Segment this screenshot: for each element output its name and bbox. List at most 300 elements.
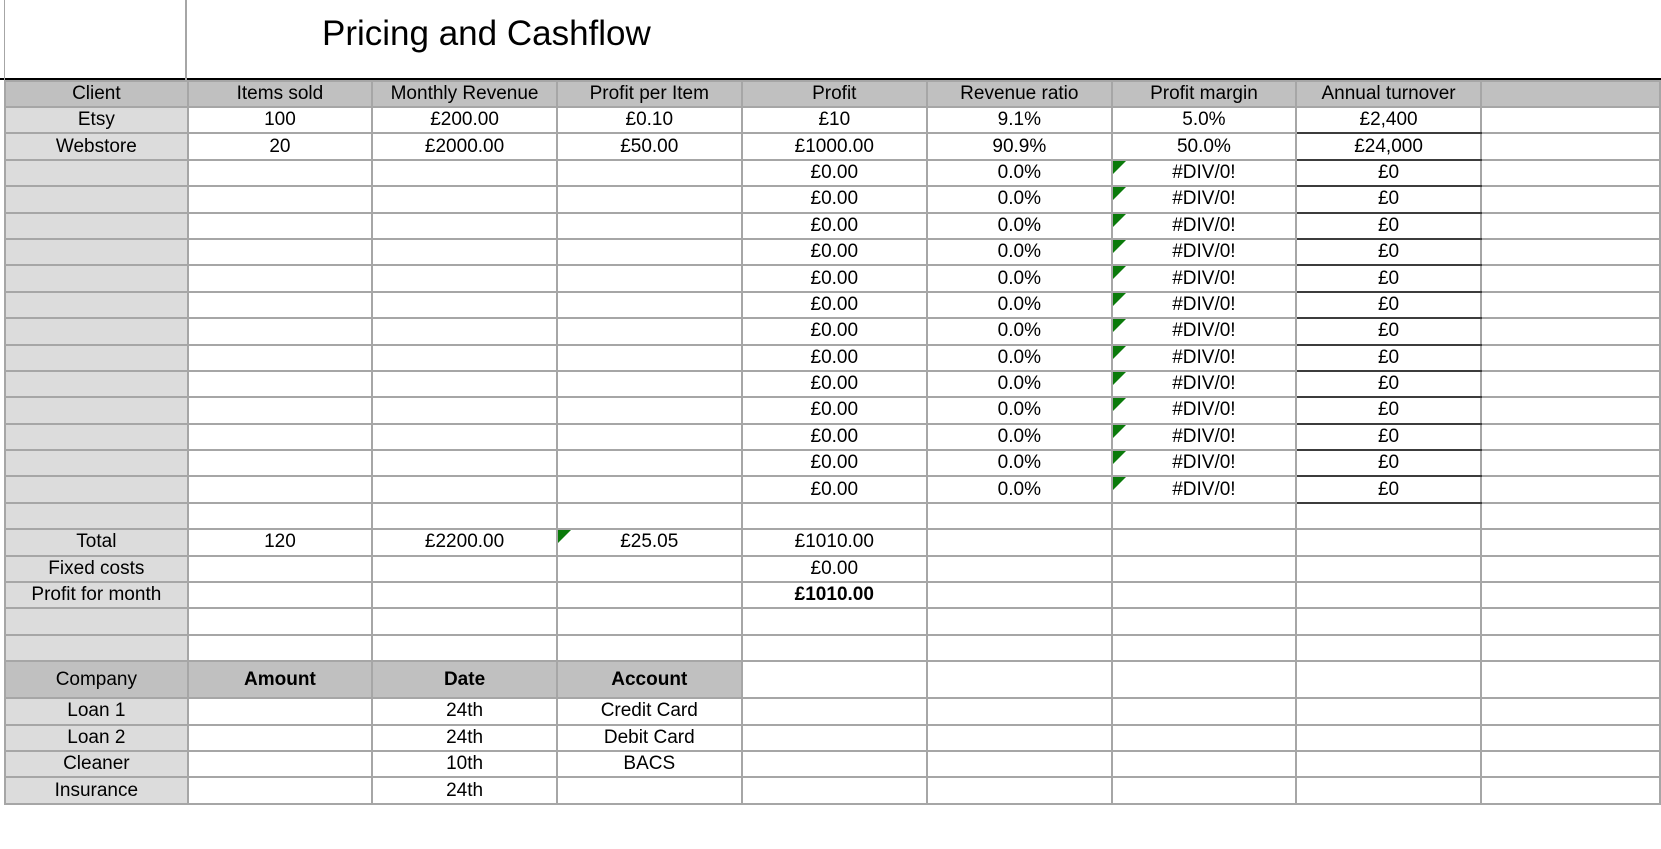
client-cell[interactable] [5, 160, 188, 186]
empty-cell[interactable] [1481, 698, 1660, 724]
profit-cell[interactable]: £0.00 [742, 450, 927, 476]
revenue-ratio-cell[interactable]: 0.0% [927, 160, 1112, 186]
annual-turnover-cell[interactable]: £0 [1296, 265, 1481, 291]
annual-turnover-cell[interactable]: £0 [1296, 213, 1481, 239]
error-indicator-icon [1113, 266, 1126, 279]
total-label[interactable]: Total [5, 529, 188, 555]
empty-cell[interactable] [1296, 698, 1481, 724]
header-amount[interactable]: Amount [188, 661, 372, 698]
payment-row [5, 698, 1660, 724]
annual-turnover-cell[interactable]: £0 [1296, 345, 1481, 371]
empty-cell[interactable] [1296, 635, 1481, 661]
monthly-revenue-cell[interactable] [372, 424, 557, 450]
profit-margin-cell[interactable] [1112, 292, 1297, 318]
items-sold-cell[interactable] [188, 345, 372, 371]
monthly-revenue-cell[interactable] [372, 345, 557, 371]
profit-cell[interactable]: £0.00 [742, 292, 927, 318]
empty-cell[interactable] [1112, 635, 1297, 661]
revenue-ratio-cell[interactable]: 0.0% [927, 450, 1112, 476]
total-profit[interactable]: £1010.00 [742, 529, 927, 555]
fixed-costs-row [5, 556, 1660, 582]
profit-per-item-cell[interactable] [557, 476, 742, 502]
table-row [5, 424, 1660, 450]
cell-value: #DIV/0! [1172, 241, 1236, 263]
empty-cell[interactable] [1296, 661, 1481, 698]
empty-cell[interactable] [188, 608, 372, 634]
client-cell[interactable] [5, 345, 188, 371]
revenue-ratio-cell[interactable]: 0.0% [927, 239, 1112, 265]
cell-value: #DIV/0! [1172, 161, 1236, 183]
empty-cell[interactable] [557, 503, 742, 529]
profit-margin-cell[interactable] [1112, 160, 1297, 186]
profit-per-item-cell[interactable] [557, 450, 742, 476]
annual-turnover-cell[interactable]: £0 [1296, 239, 1481, 265]
error-indicator-icon [1113, 477, 1126, 490]
cell-value: £25.05 [620, 531, 679, 553]
empty-cell[interactable] [1481, 582, 1660, 608]
empty-cell[interactable] [1481, 133, 1660, 159]
profit-per-item-cell[interactable]: £50.00 [557, 133, 742, 159]
error-indicator-icon [558, 530, 571, 543]
fixed-costs-profit[interactable]: £0.00 [742, 556, 927, 582]
empty-cell[interactable] [372, 556, 557, 582]
empty-cell[interactable] [188, 503, 372, 529]
total-items-sold[interactable]: 120 [188, 529, 372, 555]
monthly-revenue-cell[interactable] [372, 476, 557, 502]
items-sold-cell[interactable] [188, 318, 372, 344]
table-row [5, 186, 1660, 212]
profit-margin-cell[interactable] [1112, 371, 1297, 397]
account-cell[interactable] [557, 777, 742, 803]
profit-margin-cell[interactable] [1112, 186, 1297, 212]
date-cell[interactable]: 24th [372, 698, 557, 724]
monthly-revenue-cell[interactable] [372, 186, 557, 212]
table-row [5, 160, 1660, 186]
profit-cell[interactable]: £1000.00 [742, 133, 927, 159]
empty-cell[interactable] [1296, 556, 1481, 582]
profit-per-item-cell[interactable] [557, 424, 742, 450]
items-sold-cell[interactable]: 20 [188, 133, 372, 159]
revenue-ratio-cell[interactable]: 0.0% [927, 424, 1112, 450]
error-indicator-icon [1113, 293, 1126, 306]
profit-per-item-cell[interactable] [557, 397, 742, 423]
empty-cell[interactable] [742, 608, 927, 634]
error-indicator-icon [1113, 161, 1126, 174]
table-row [5, 318, 1660, 344]
profit-margin-cell[interactable] [1112, 318, 1297, 344]
revenue-ratio-cell[interactable]: 9.1% [927, 107, 1112, 133]
monthly-revenue-cell[interactable] [372, 239, 557, 265]
empty-cell[interactable] [1481, 265, 1660, 291]
blank-row [5, 503, 1660, 529]
profit-per-item-cell[interactable] [557, 265, 742, 291]
empty-cell[interactable] [927, 582, 1112, 608]
amount-cell[interactable] [188, 777, 372, 803]
empty-cell[interactable] [927, 725, 1112, 751]
empty-cell[interactable] [927, 556, 1112, 582]
profit-per-item-cell[interactable]: £0.10 [557, 107, 742, 133]
error-indicator-icon [1113, 319, 1126, 332]
payment-row [5, 751, 1660, 777]
empty-cell[interactable] [557, 635, 742, 661]
items-sold-cell[interactable] [188, 424, 372, 450]
profit-per-item-cell[interactable] [557, 160, 742, 186]
empty-cell[interactable] [1296, 751, 1481, 777]
monthly-revenue-cell[interactable] [372, 265, 557, 291]
items-sold-cell[interactable] [188, 292, 372, 318]
empty-cell[interactable] [1481, 777, 1660, 803]
client-cell[interactable] [5, 608, 188, 634]
empty-cell[interactable] [372, 582, 557, 608]
profit-cell[interactable]: £0.00 [742, 265, 927, 291]
empty-cell[interactable] [742, 635, 927, 661]
profit-for-month-value[interactable]: £1010.00 [742, 582, 927, 608]
empty-cell[interactable] [188, 635, 372, 661]
error-indicator-icon [1113, 425, 1126, 438]
empty-cell[interactable] [1481, 476, 1660, 502]
account-cell[interactable]: BACS [557, 751, 742, 777]
profit-margin-cell[interactable] [1112, 345, 1297, 371]
total-monthly-revenue[interactable]: £2200.00 [372, 529, 557, 555]
company-cell[interactable]: Cleaner [5, 751, 188, 777]
items-sold-cell[interactable] [188, 213, 372, 239]
profit-per-item-cell[interactable] [557, 239, 742, 265]
monthly-revenue-cell[interactable] [372, 371, 557, 397]
revenue-ratio-cell[interactable]: 0.0% [927, 371, 1112, 397]
blank-row [5, 608, 1660, 634]
revenue-ratio-cell[interactable]: 0.0% [927, 345, 1112, 371]
empty-cell[interactable] [557, 582, 742, 608]
revenue-ratio-cell[interactable]: 0.0% [927, 265, 1112, 291]
empty-cell[interactable] [1481, 160, 1660, 186]
error-indicator-icon [1113, 398, 1126, 411]
empty-cell[interactable] [1296, 777, 1481, 803]
profit-per-item-cell[interactable] [557, 371, 742, 397]
total-row [5, 529, 1660, 555]
header-profit-margin[interactable]: Profit margin [1112, 81, 1297, 107]
title-row [0, 0, 1661, 80]
empty-cell[interactable] [1481, 725, 1660, 751]
empty-cell[interactable] [1112, 698, 1297, 724]
account-cell[interactable]: Debit Card [557, 725, 742, 751]
annual-turnover-cell[interactable]: £0 [1296, 397, 1481, 423]
table-row [5, 476, 1660, 502]
items-sold-cell[interactable] [188, 265, 372, 291]
empty-cell[interactable] [1481, 213, 1660, 239]
profit-cell[interactable]: £0.00 [742, 239, 927, 265]
empty-cell[interactable] [1481, 635, 1660, 661]
empty-cell[interactable] [1481, 107, 1660, 133]
empty-cell[interactable] [1112, 556, 1297, 582]
error-indicator-icon [1113, 346, 1126, 359]
company-cell[interactable]: Loan 1 [5, 698, 188, 724]
profit-cell[interactable]: £0.00 [742, 424, 927, 450]
empty-cell[interactable] [1481, 608, 1660, 634]
client-cell[interactable] [5, 318, 188, 344]
empty-cell[interactable] [742, 503, 927, 529]
amount-cell[interactable] [188, 725, 372, 751]
cell-value: #DIV/0! [1172, 320, 1236, 342]
empty-cell[interactable] [927, 608, 1112, 634]
client-cell[interactable] [5, 292, 188, 318]
annual-turnover-cell[interactable]: £0 [1296, 371, 1481, 397]
annual-turnover-cell[interactable]: £2,400 [1296, 107, 1481, 133]
error-indicator-icon [1113, 214, 1126, 227]
table-row [5, 345, 1660, 371]
table-row [5, 397, 1660, 423]
empty-cell[interactable] [1481, 318, 1660, 344]
table-row [5, 450, 1660, 476]
header-profit-per-item[interactable]: Profit per Item [557, 81, 742, 107]
items-sold-cell[interactable] [188, 239, 372, 265]
header-monthly-revenue[interactable]: Monthly Revenue [372, 81, 557, 107]
error-indicator-icon [1113, 451, 1126, 464]
empty-cell[interactable] [372, 635, 557, 661]
client-cell[interactable]: Etsy [5, 107, 188, 133]
table-row [5, 292, 1660, 318]
client-cell[interactable] [5, 503, 188, 529]
account-cell[interactable]: Credit Card [557, 698, 742, 724]
profit-margin-cell[interactable]: 5.0% [1112, 107, 1297, 133]
pricing-header-row [5, 81, 1660, 107]
blank-row [5, 635, 1660, 661]
empty-cell[interactable] [1112, 725, 1297, 751]
empty-cell[interactable] [372, 608, 557, 634]
cell-value: #DIV/0! [1172, 188, 1236, 210]
monthly-revenue-cell[interactable] [372, 213, 557, 239]
empty-cell[interactable] [1112, 503, 1297, 529]
header-annual-turnover[interactable]: Annual turnover [1296, 81, 1481, 107]
cell-value: #DIV/0! [1172, 346, 1236, 368]
client-cell[interactable] [5, 424, 188, 450]
empty-cell[interactable] [1481, 556, 1660, 582]
header-empty[interactable] [1481, 81, 1660, 107]
profit-margin-cell[interactable]: 50.0% [1112, 133, 1297, 159]
date-cell[interactable]: 10th [372, 751, 557, 777]
error-indicator-icon [1113, 372, 1126, 385]
empty-cell[interactable] [1296, 529, 1481, 555]
monthly-revenue-cell[interactable] [372, 160, 557, 186]
monthly-revenue-cell[interactable] [372, 397, 557, 423]
cell-value: #DIV/0! [1172, 478, 1236, 500]
empty-cell[interactable] [557, 556, 742, 582]
payment-row [5, 777, 1660, 803]
title-corner-cell[interactable] [4, 0, 187, 80]
items-sold-cell[interactable] [188, 371, 372, 397]
annual-turnover-cell[interactable]: £0 [1296, 186, 1481, 212]
header-client[interactable]: Client [5, 81, 188, 107]
header-company[interactable]: Company [5, 661, 188, 698]
empty-cell[interactable] [1481, 424, 1660, 450]
empty-cell[interactable] [927, 698, 1112, 724]
empty-cell[interactable] [927, 529, 1112, 555]
header-profit[interactable]: Profit [742, 81, 927, 107]
empty-cell[interactable] [1112, 777, 1297, 803]
table-row [5, 107, 1660, 133]
items-sold-cell[interactable] [188, 160, 372, 186]
cell-value: #DIV/0! [1172, 267, 1236, 289]
profit-for-month-row [5, 582, 1660, 608]
cell-value: #DIV/0! [1172, 399, 1236, 421]
revenue-ratio-cell[interactable]: 0.0% [927, 318, 1112, 344]
client-cell[interactable] [5, 397, 188, 423]
profit-cell[interactable]: £10 [742, 107, 927, 133]
empty-cell[interactable] [1296, 608, 1481, 634]
company-cell[interactable]: Loan 2 [5, 725, 188, 751]
profit-margin-cell[interactable] [1112, 476, 1297, 502]
client-cell[interactable] [5, 476, 188, 502]
items-sold-cell[interactable] [188, 450, 372, 476]
empty-cell[interactable] [1112, 661, 1297, 698]
error-indicator-icon [1113, 187, 1126, 200]
profit-cell[interactable]: £0.00 [742, 345, 927, 371]
cell-value: #DIV/0! [1172, 293, 1236, 315]
profit-margin-cell[interactable] [1112, 213, 1297, 239]
sheet-title[interactable]: Pricing and Cashflow [322, 14, 651, 53]
profit-cell[interactable]: £0.00 [742, 476, 927, 502]
client-cell[interactable] [5, 239, 188, 265]
empty-cell[interactable] [1112, 751, 1297, 777]
empty-cell[interactable] [742, 751, 927, 777]
items-sold-cell[interactable] [188, 476, 372, 502]
profit-margin-cell[interactable] [1112, 265, 1297, 291]
pricing-grid [4, 80, 1661, 805]
empty-cell[interactable] [188, 556, 372, 582]
revenue-ratio-cell[interactable]: 90.9% [927, 133, 1112, 159]
cell-value: #DIV/0! [1172, 214, 1236, 236]
empty-cell[interactable] [1481, 397, 1660, 423]
empty-cell[interactable] [372, 503, 557, 529]
annual-turnover-cell[interactable]: £0 [1296, 318, 1481, 344]
payment-row [5, 725, 1660, 751]
empty-cell[interactable] [1296, 725, 1481, 751]
revenue-ratio-cell[interactable]: 0.0% [927, 213, 1112, 239]
empty-cell[interactable] [927, 661, 1112, 698]
table-row [5, 371, 1660, 397]
total-profit-per-item[interactable] [557, 529, 742, 555]
profit-per-item-cell[interactable] [557, 292, 742, 318]
empty-cell[interactable] [927, 777, 1112, 803]
profit-cell[interactable]: £0.00 [742, 213, 927, 239]
empty-cell[interactable] [188, 582, 372, 608]
revenue-ratio-cell[interactable]: 0.0% [927, 292, 1112, 318]
profit-margin-cell[interactable] [1112, 239, 1297, 265]
profit-per-item-cell[interactable] [557, 318, 742, 344]
profit-per-item-cell[interactable] [557, 213, 742, 239]
revenue-ratio-cell[interactable]: 0.0% [927, 186, 1112, 212]
cell-value: #DIV/0! [1172, 452, 1236, 474]
empty-cell[interactable] [1296, 582, 1481, 608]
header-account[interactable]: Account [557, 661, 742, 698]
error-indicator-icon [1113, 240, 1126, 253]
monthly-revenue-cell[interactable] [372, 292, 557, 318]
monthly-revenue-cell[interactable]: £200.00 [372, 107, 557, 133]
client-cell[interactable] [5, 213, 188, 239]
profit-margin-cell[interactable] [1112, 450, 1297, 476]
header-revenue-ratio[interactable]: Revenue ratio [927, 81, 1112, 107]
empty-cell[interactable] [557, 608, 742, 634]
client-cell[interactable] [5, 265, 188, 291]
empty-cell[interactable] [1481, 292, 1660, 318]
profit-for-month-label[interactable]: Profit for month [5, 582, 188, 608]
monthly-revenue-cell[interactable] [372, 450, 557, 476]
profit-cell[interactable]: £0.00 [742, 318, 927, 344]
client-cell[interactable]: Webstore [5, 133, 188, 159]
header-date[interactable]: Date [372, 661, 557, 698]
empty-cell[interactable] [742, 661, 927, 698]
profit-cell[interactable]: £0.00 [742, 186, 927, 212]
table-row [5, 239, 1660, 265]
empty-cell[interactable] [1481, 345, 1660, 371]
annual-turnover-cell[interactable]: £0 [1296, 160, 1481, 186]
empty-cell[interactable] [1296, 503, 1481, 529]
items-sold-cell[interactable] [188, 186, 372, 212]
empty-cell[interactable] [742, 698, 927, 724]
table-row [5, 265, 1660, 291]
amount-cell[interactable] [188, 751, 372, 777]
empty-cell[interactable] [1481, 661, 1660, 698]
client-cell[interactable] [5, 186, 188, 212]
empty-cell[interactable] [927, 635, 1112, 661]
empty-cell[interactable] [1481, 371, 1660, 397]
annual-turnover-cell[interactable]: £0 [1296, 424, 1481, 450]
client-cell[interactable] [5, 635, 188, 661]
empty-cell[interactable] [927, 503, 1112, 529]
empty-cell[interactable] [1481, 450, 1660, 476]
fixed-costs-label[interactable]: Fixed costs [5, 556, 188, 582]
annual-turnover-cell[interactable]: £24,000 [1296, 133, 1481, 159]
empty-cell[interactable] [742, 777, 927, 803]
profit-cell[interactable]: £0.00 [742, 160, 927, 186]
empty-cell[interactable] [1481, 239, 1660, 265]
annual-turnover-cell[interactable]: £0 [1296, 292, 1481, 318]
amount-cell[interactable] [188, 698, 372, 724]
company-cell[interactable]: Insurance [5, 777, 188, 803]
payments-header-row [5, 661, 1660, 698]
empty-cell[interactable] [927, 751, 1112, 777]
client-cell[interactable] [5, 450, 188, 476]
cell-value: #DIV/0! [1172, 373, 1236, 395]
profit-per-item-cell[interactable] [557, 345, 742, 371]
empty-cell[interactable] [1112, 582, 1297, 608]
annual-turnover-cell[interactable]: £0 [1296, 476, 1481, 502]
date-cell[interactable]: 24th [372, 725, 557, 751]
table-row [5, 213, 1660, 239]
items-sold-cell[interactable] [188, 397, 372, 423]
empty-cell[interactable] [742, 725, 927, 751]
monthly-revenue-cell[interactable] [372, 318, 557, 344]
revenue-ratio-cell[interactable]: 0.0% [927, 397, 1112, 423]
date-cell[interactable]: 24th [372, 777, 557, 803]
empty-cell[interactable] [1481, 529, 1660, 555]
empty-cell[interactable] [1112, 529, 1297, 555]
empty-cell[interactable] [1481, 186, 1660, 212]
empty-cell[interactable] [1481, 751, 1660, 777]
header-items-sold[interactable]: Items sold [188, 81, 372, 107]
annual-turnover-cell[interactable]: £0 [1296, 450, 1481, 476]
empty-cell[interactable] [1112, 608, 1297, 634]
profit-cell[interactable]: £0.00 [742, 371, 927, 397]
client-cell[interactable] [5, 371, 188, 397]
profit-margin-cell[interactable] [1112, 397, 1297, 423]
items-sold-cell[interactable]: 100 [188, 107, 372, 133]
revenue-ratio-cell[interactable]: 0.0% [927, 476, 1112, 502]
profit-per-item-cell[interactable] [557, 186, 742, 212]
monthly-revenue-cell[interactable]: £2000.00 [372, 133, 557, 159]
profit-cell[interactable]: £0.00 [742, 397, 927, 423]
profit-margin-cell[interactable] [1112, 424, 1297, 450]
empty-cell[interactable] [1481, 503, 1660, 529]
